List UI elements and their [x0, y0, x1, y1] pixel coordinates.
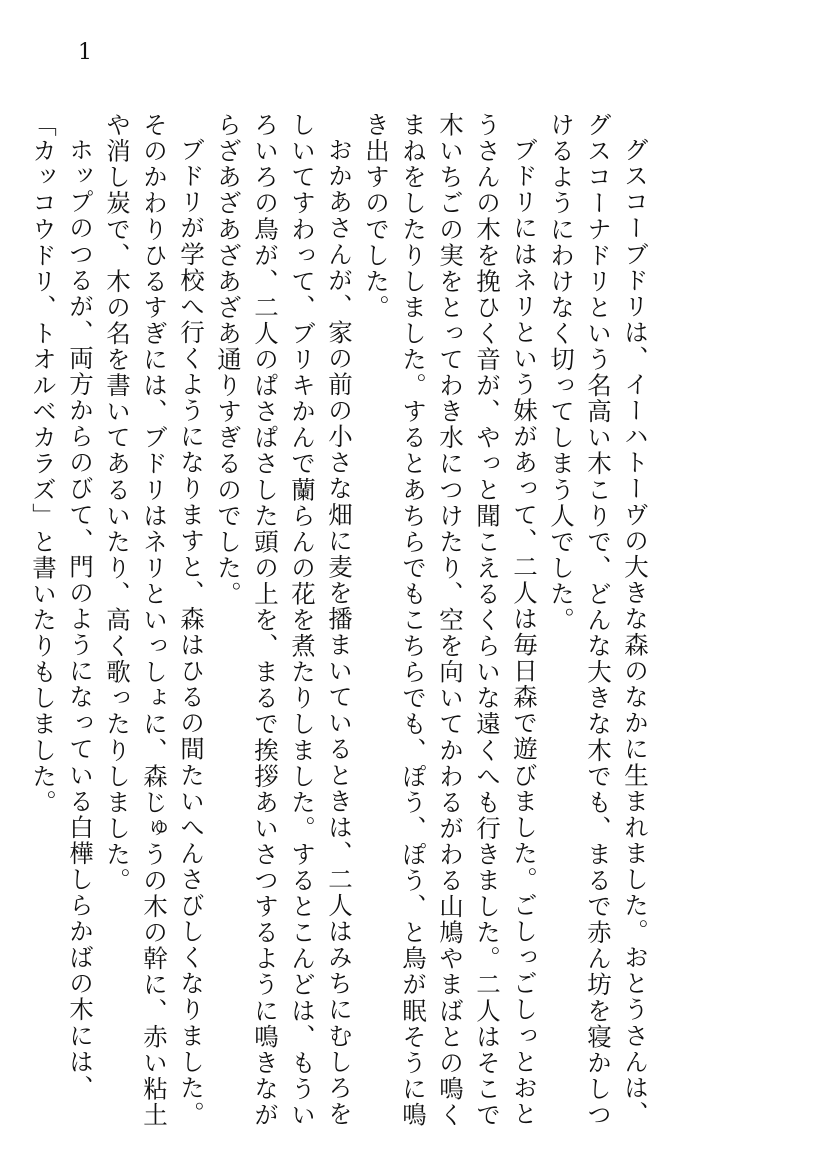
paragraph: おかあさんが、家の前の小さな畑に麦を播まいているときは、二人はみちにむしろをしいてすわって、ブリキかんで蘭らんの花を煮たりしました。するとこんどは、もういろいろの鳥が、二人のぱさぱさした頭の上を、まるで挨拶あいさつするように鳴きながらざあざあざあざあ通りすぎるのでした。	[214, 112, 354, 1128]
page-number: 1	[78, 40, 92, 65]
paragraph: 「カッコウドリ、トオルベカラズ」と書いたりもしました。	[29, 112, 58, 816]
paragraph: ブドリが学校へ行くようになりますと、森はひるの間たいへんさびしくなりました。そのかわりひるすぎには、ブドリはネリといっしょに、森じゅうの木の幹に、赤い粘土や消し炭で、木の名を書いてあるいたり、高く歌ったりしました。	[103, 112, 206, 1128]
paragraph: グスコーブドリは、イーハトーヴの大きな森のなかに生まれました。おとうさんは、グスコーナドリという名高い木こりで、どんな大きな木でも、まるで赤ん坊を寝かしつけるようにわけなく切ってしまう人でした。	[547, 112, 650, 1128]
body-text	[25, 112, 654, 1142]
paragraph: ブドリにはネリという妹があって、二人は毎日森で遊びました。ごしっごしっとおとうさんの木を挽ひく音が、やっと聞こえるくらいな遠くへも行きました。二人はそこで木いちごの実をとってわき水につけたり、空を向いてかわるがわる山鳩やまばとの鳴くまねをしたりしました。するとあちらでもこちらでも、ぽう、ぽう、と鳥が眠そうに鳴き出すのでした。	[362, 112, 539, 1128]
paragraph: ホップのつるが、両方からのびて、門のようになっている白樺しらかばの木には、	[66, 136, 95, 1101]
